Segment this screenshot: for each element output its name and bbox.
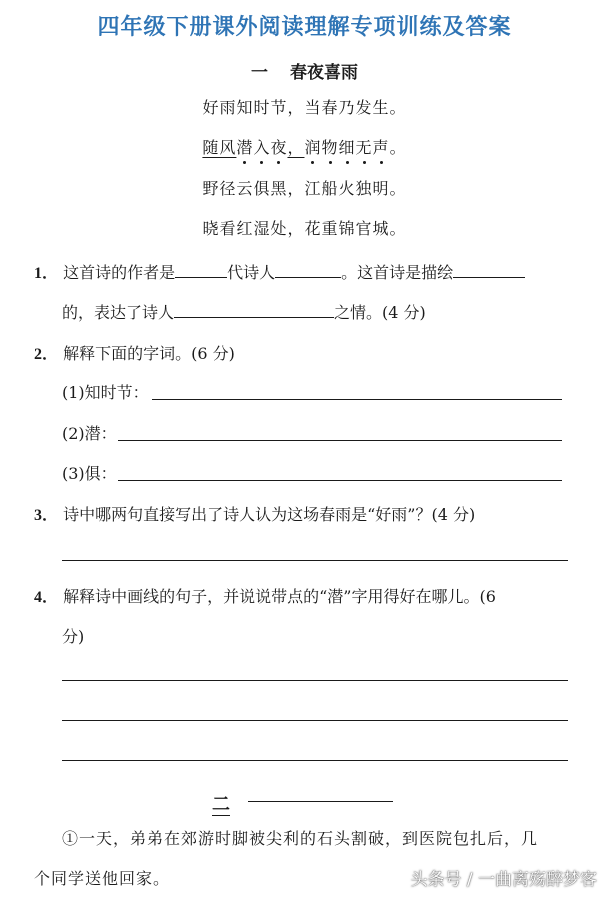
question-4-cont: 分)	[62, 627, 85, 646]
underlined-phrase	[202, 138, 304, 157]
item-label: (2)潜：	[62, 424, 117, 443]
watermark: 头条号 / 一曲离殇醉梦客	[410, 870, 597, 890]
dotted-character: ，	[287, 138, 305, 157]
dotted-character: 润	[304, 135, 321, 158]
question-number: 1	[34, 265, 42, 282]
question-2-item-1	[62, 380, 149, 403]
answer-line[interactable]	[118, 480, 562, 481]
dotted-character: 。	[389, 138, 407, 157]
poem-line-2-part1: 随风	[202, 138, 237, 157]
question-2: 2． 解释下面的字词。(6 分)	[34, 344, 235, 363]
section-heading	[0, 58, 609, 83]
question-2-text: 解释下面的字词。(6 分)	[63, 344, 235, 363]
item-label: (1)知时节：	[62, 383, 149, 402]
question-3-text: 诗中哪两句直接写出了诗人认为这场春雨是“好雨”？(4 分)	[63, 505, 476, 524]
answer-line[interactable]	[118, 440, 562, 441]
item-label: (3)俱：	[62, 464, 117, 483]
answer-line[interactable]	[152, 399, 562, 400]
question-1-text-3: 。这首诗是描绘	[341, 263, 454, 282]
question-1: 1． 这首诗的作者是 代诗人 。这首诗是描绘	[34, 260, 525, 283]
question-number: 4	[34, 589, 42, 606]
poem-line-1: 好雨知时节，当春乃发生。	[202, 98, 407, 117]
answer-blank[interactable]	[174, 303, 334, 318]
poem-line-2	[0, 135, 609, 158]
question-2-item-2	[62, 421, 117, 444]
answer-line[interactable]	[62, 720, 568, 721]
dotted-character: 无	[356, 135, 373, 158]
question-4-text: 解释诗中画线的句子，并说说带点的“潜”字用得好在哪儿。(6	[63, 587, 496, 606]
question-4: 4． 解释诗中画线的句子，并说说带点的“潜”字用得好在哪儿。(6	[34, 587, 496, 606]
question-3: 3． 诗中哪两句直接写出了诗人认为这场春雨是“好雨”？(4 分)	[34, 505, 476, 524]
question-1-text-4: 的，表达了诗人	[62, 303, 175, 322]
answer-blank[interactable]	[275, 263, 341, 278]
question-1-cont	[62, 300, 426, 323]
question-2-item-3	[62, 461, 117, 484]
poem-line-2-part2	[253, 138, 304, 157]
dotted-character: 物	[322, 135, 339, 158]
section-2-title-blank[interactable]	[248, 801, 393, 802]
dotted-character: 夜	[270, 135, 287, 158]
dotted-character: 声	[373, 135, 390, 158]
dotted-character: 细	[339, 135, 356, 158]
poem-title: 春夜喜雨	[290, 63, 358, 83]
poem-line-4: 晓看红湿处，花重锦官城。	[202, 219, 407, 238]
page-title: 四年级下册课外阅读理解专项训练及答案	[97, 15, 512, 40]
dotted-character: 潜	[236, 135, 253, 158]
passage-line-1: ①一天，弟弟在郊游时脚被尖利的石头割破，到医院包扎后，几	[62, 829, 539, 848]
question-number: 2	[34, 346, 42, 363]
poem-line-2-part3	[304, 138, 406, 157]
question-number: 3	[34, 507, 42, 524]
poem-line-3: 野径云俱黑，江船火独明。	[202, 179, 407, 198]
passage-line-2: 个同学送他回家。	[34, 869, 171, 888]
answer-blank[interactable]	[453, 263, 525, 278]
answer-line[interactable]	[62, 760, 568, 761]
dotted-character: 入	[253, 135, 270, 158]
question-1-text-5: 之情。(4 分)	[334, 303, 426, 322]
question-1-text-2: 代诗人	[227, 263, 276, 282]
question-1-text-1: 这首诗的作者是	[63, 263, 176, 282]
answer-line[interactable]	[62, 680, 568, 681]
answer-line[interactable]	[62, 560, 568, 561]
answer-blank[interactable]	[175, 263, 227, 278]
section-2-number: 二	[212, 794, 230, 815]
section-number: 一	[251, 63, 268, 83]
